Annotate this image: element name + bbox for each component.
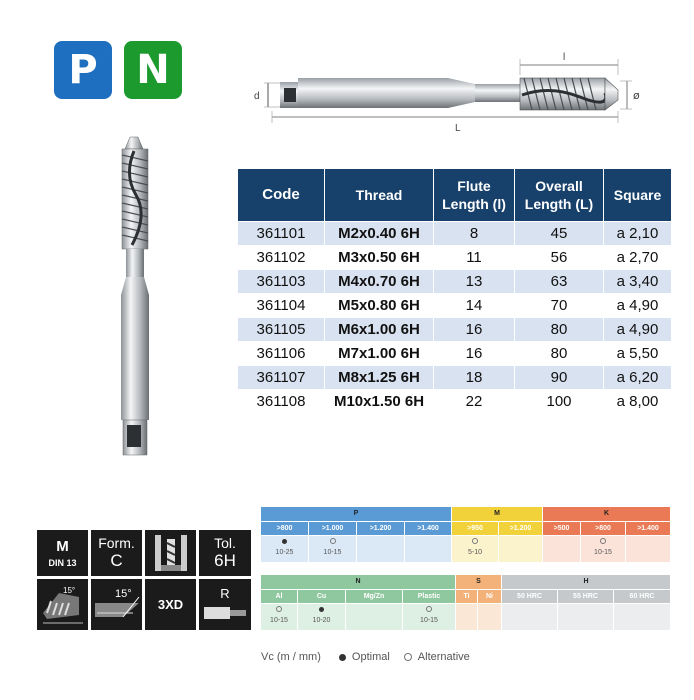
table-row xyxy=(238,341,671,365)
cell-code: 361104 xyxy=(238,293,324,317)
cell-overall-length: 90 xyxy=(514,365,603,389)
material-subgroup-header: 55 HRC xyxy=(558,590,614,603)
alternative-dot-icon xyxy=(330,538,336,544)
material-subgroup-header: >1.400 xyxy=(405,522,452,535)
din-label: DIN 13 xyxy=(48,558,77,568)
alternative-dot-icon xyxy=(426,606,432,612)
cell-code: 361102 xyxy=(238,245,324,269)
optimal-dot-icon xyxy=(339,654,346,661)
dim-diameter-label: ø xyxy=(633,89,640,102)
material-subgroup-header: >500 xyxy=(543,522,581,535)
material-group-header: P xyxy=(261,507,452,521)
material-subgroup-header: >800 xyxy=(261,522,309,535)
vc-label: Vc (m / mm) xyxy=(261,651,321,663)
table-row xyxy=(238,269,671,293)
cutting-speed-legend xyxy=(261,651,470,663)
right-hand-icon xyxy=(199,579,251,630)
cutting-speed-value: 10-15 xyxy=(323,549,342,556)
material-badge-p: P xyxy=(54,41,112,99)
dim-d-label: d xyxy=(254,91,260,102)
material-badge-n: N xyxy=(124,41,182,99)
spindle-icon xyxy=(202,603,248,623)
material-subgroup-header: >1.200 xyxy=(357,522,405,535)
column-header-square: Square xyxy=(603,169,671,221)
cell-code: 361103 xyxy=(238,269,324,293)
cell-flute-length: 8 xyxy=(433,221,514,245)
spiral-flute-icon xyxy=(39,583,87,627)
material-speed-cell xyxy=(499,536,543,562)
cell-overall-length: 56 xyxy=(514,245,603,269)
material-subgroup-header: >950 xyxy=(452,522,499,535)
chamfer-icon xyxy=(93,583,141,627)
material-subgroup-header: >1.400 xyxy=(626,522,671,535)
cell-flute-length: 16 xyxy=(433,317,514,341)
material-subgroup-header: Al xyxy=(261,590,298,603)
material-subgroup-header: Ti xyxy=(456,590,478,603)
cutting-speed-value: 10-15 xyxy=(594,549,612,556)
alternative-dot-icon xyxy=(276,606,282,612)
material-subgroup-header: >1.200 xyxy=(499,522,543,535)
cell-code: 361106 xyxy=(238,341,324,365)
cell-thread: M4x0.70 6H xyxy=(324,269,433,293)
tap-vertical-drawing xyxy=(110,135,160,465)
cutting-speed-value: 10-15 xyxy=(270,617,288,624)
thread-type-label: M xyxy=(56,538,69,555)
cell-overall-length: 70 xyxy=(514,293,603,317)
alternative-dot-icon xyxy=(404,653,412,661)
material-subgroup-header: Ni xyxy=(478,590,502,603)
cell-code: 361105 xyxy=(238,317,324,341)
dim-L-label: L xyxy=(455,123,461,134)
table-row xyxy=(238,221,671,245)
cell-flute-length: 16 xyxy=(433,341,514,365)
form-value: C xyxy=(110,551,123,570)
material-subgroup-header: 50 HRC xyxy=(502,590,558,603)
cell-overall-length: 100 xyxy=(514,389,603,413)
cell-thread: M5x0.80 6H xyxy=(324,293,433,317)
tolerance-value: 6H xyxy=(214,551,236,570)
material-subgroup-header: >1.000 xyxy=(309,522,357,535)
cell-thread: M8x1.25 6H xyxy=(324,365,433,389)
cell-flute-length: 13 xyxy=(433,269,514,293)
material-speed-cell xyxy=(261,604,298,630)
cell-thread: M2x0.40 6H xyxy=(324,221,433,245)
flute-hole-icon xyxy=(151,533,191,573)
thread-standard-icon xyxy=(37,530,88,576)
helix-angle-value: 15° xyxy=(62,585,75,595)
cell-flute-length: 11 xyxy=(433,245,514,269)
tolerance-label: Tol. xyxy=(214,535,236,551)
alternative-dot-icon xyxy=(472,538,478,544)
flute-length-header-text: Flute Length (l) xyxy=(442,178,506,212)
cutting-speed-value: 10-25 xyxy=(275,549,294,556)
material-subgroup-header: 60 HRC xyxy=(614,590,671,603)
cutting-speed-value: 10-20 xyxy=(312,617,331,624)
cell-square: a 5,50 xyxy=(603,341,671,365)
column-header-code: Code xyxy=(238,169,324,221)
material-speed-cell xyxy=(581,536,626,562)
material-group-header: K xyxy=(543,507,671,521)
table-row xyxy=(238,245,671,269)
cell-flute-length: 22 xyxy=(433,389,514,413)
material-speed-cell xyxy=(346,604,403,630)
cell-square: a 2,70 xyxy=(603,245,671,269)
cell-thread: M10x1.50 6H xyxy=(324,389,433,413)
material-speed-cell xyxy=(502,604,558,630)
table-row xyxy=(238,293,671,317)
cell-overall-length: 63 xyxy=(514,269,603,293)
cell-code: 361101 xyxy=(238,221,324,245)
optimal-label: Optimal xyxy=(351,651,390,663)
table-row xyxy=(238,365,671,389)
coolant-through-icon xyxy=(145,530,196,576)
material-speed-cell xyxy=(298,604,346,630)
table-row xyxy=(238,317,671,341)
cell-overall-length: 80 xyxy=(514,341,603,365)
material-speed-cell xyxy=(405,536,452,562)
cell-square: a 3,40 xyxy=(603,269,671,293)
alternative-label: Alternative xyxy=(417,651,470,663)
material-subgroup-header: Plastic xyxy=(403,590,456,603)
cell-square: a 4,90 xyxy=(603,317,671,341)
tap-side-view-drawing xyxy=(250,45,670,140)
right-hand-label: R xyxy=(220,586,230,601)
material-speed-cell xyxy=(626,536,671,562)
cell-square: a 8,00 xyxy=(603,389,671,413)
cell-overall-length: 80 xyxy=(514,317,603,341)
cutting-speed-value: 10-15 xyxy=(420,617,438,624)
material-speed-cell xyxy=(558,604,614,630)
material-group-header: H xyxy=(502,575,671,589)
material-group-header: N xyxy=(261,575,456,589)
cell-thread: M3x0.50 6H xyxy=(324,245,433,269)
optimal-dot-icon xyxy=(319,607,324,612)
cell-code: 361108 xyxy=(238,389,324,413)
material-speed-cell xyxy=(614,604,671,630)
depth-label: 3XD xyxy=(157,597,184,612)
material-speed-cell xyxy=(478,604,502,630)
alternative-dot-icon xyxy=(600,538,606,544)
chamfer-angle-icon xyxy=(91,579,142,630)
cutting-speed-value: 5-10 xyxy=(467,549,482,556)
table-header-row xyxy=(238,169,671,221)
table-row xyxy=(238,389,671,413)
tolerance-icon xyxy=(199,530,251,576)
helix-angle-icon xyxy=(37,579,88,630)
cell-square: a 2,10 xyxy=(603,221,671,245)
form-icon xyxy=(91,530,142,576)
material-speed-cell xyxy=(403,604,456,630)
material-subgroup-header: Cu xyxy=(298,590,346,603)
material-speed-cell xyxy=(456,604,478,630)
material-speed-cell xyxy=(261,536,309,562)
cell-thread: M6x1.00 6H xyxy=(324,317,433,341)
material-subgroup-header: >800 xyxy=(581,522,626,535)
overall-length-header-text: Overall Length (L) xyxy=(524,178,594,212)
cell-flute-length: 18 xyxy=(433,365,514,389)
material-speed-cell xyxy=(357,536,405,562)
depth-icon xyxy=(145,579,196,630)
cell-square: a 4,90 xyxy=(603,293,671,317)
column-header-flute-length xyxy=(433,169,514,221)
material-speed-cell xyxy=(452,536,499,562)
form-label: Form. xyxy=(98,535,135,551)
material-subgroup-header: Mg/Zn xyxy=(346,590,403,603)
material-group-header: M xyxy=(452,507,543,521)
chamfer-angle-value: 15° xyxy=(114,587,132,600)
material-speed-cell xyxy=(309,536,357,562)
cell-overall-length: 45 xyxy=(514,221,603,245)
dim-l-label: l xyxy=(563,52,566,63)
cell-code: 361107 xyxy=(238,365,324,389)
specification-table xyxy=(238,169,671,413)
cell-square: a 6,20 xyxy=(603,365,671,389)
cell-thread: M7x1.00 6H xyxy=(324,341,433,365)
column-header-overall-length xyxy=(514,169,603,221)
cell-flute-length: 14 xyxy=(433,293,514,317)
material-speed-cell xyxy=(543,536,581,562)
material-group-header: S xyxy=(456,575,502,589)
column-header-thread: Thread xyxy=(324,169,433,221)
optimal-dot-icon xyxy=(282,539,287,544)
